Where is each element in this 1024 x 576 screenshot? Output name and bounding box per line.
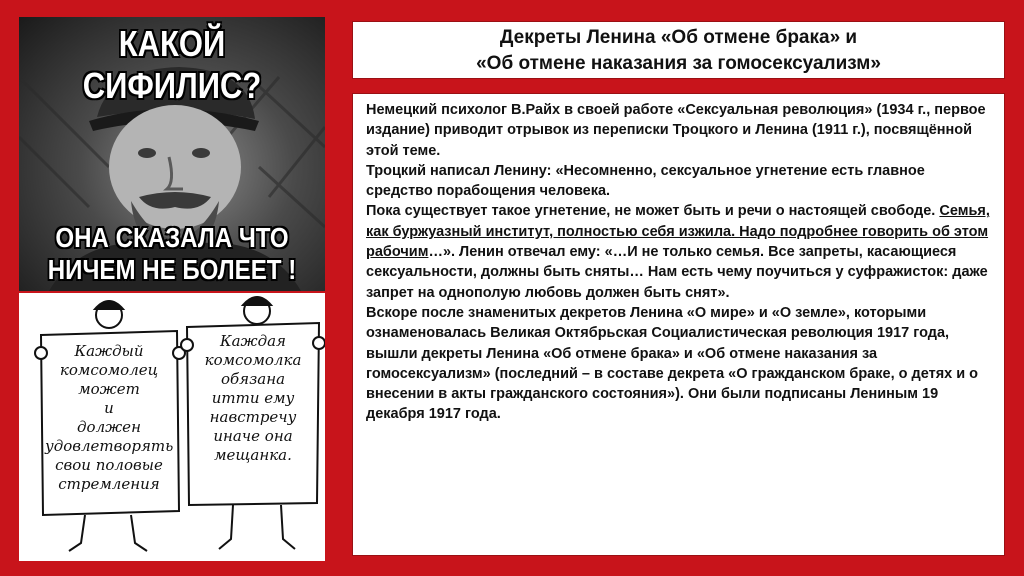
paragraph-reich: Немецкий психолог В.Райх в своей работе «Сексуальная революция» (1934 г., первое издание) приводит отрывок из переписки Троцкого и Ленина (1911 г.), посвящённой этой теме.: [366, 102, 986, 159]
paragraph-decrees: Вскоре после знаменитых декретов Ленина «О мире» и «О земле», которыми ознаменовалась Великая Октябрьская Социалистическая революция 1917 года, вышли декреты Ленина «Об отмене брака» и «Об отмене наказания за гомосексуализм» (последний – в составе декрета «О гражданском браке, о детях и о внесении в акты гражданского состояния»). Они были подписаны Лениным 19 декабря 1917 года.: [366, 304, 979, 423]
left-sign-text: Каждый комсомолец может и должен удовлетворять свои половые стремления: [45, 342, 174, 493]
body-text-box: [352, 93, 1005, 556]
correspondence-part-2: …». Ленин отвечал ему: «…И не только семья. Все запреты, касающиеся сексуальности, должны быть сняты… Нам есть чему поучиться у суфражисток: даже запрет на однополую любовь должен быть снят».: [366, 244, 988, 301]
correspondence-part-1: Пока существует такое угнетение, не может быть и речи о настоящей свободе.: [366, 203, 940, 220]
meme-bottom-text: [40, 222, 303, 286]
right-sign-text: Каждая комсомолка обязана итти ему навстречу иначе она мещанка.: [204, 332, 302, 464]
meme-bottom-line-2: НИЧЕМ НЕ БОЛЕЕТ !: [47, 254, 297, 285]
slide-title: [352, 21, 1005, 79]
title-line-2: «Об отмене наказания за гомосексуализм»: [476, 53, 881, 74]
meme-top-text: КАКОЙ СИФИЛИС?: [82, 23, 262, 106]
meme-bottom-line-1: ОНА СКАЗАЛА ЧТО: [55, 222, 289, 253]
title-line-1: Декреты Ленина «Об отмене брака» и: [499, 27, 858, 48]
paragraph-correspondence: [366, 201, 994, 302]
correspondence-underlined: Семья, как буржуазный институт, полностью себя изжила. Надо подробнее говорить об этом рабочим: [366, 203, 990, 261]
paragraph-trotsky: Троцкий написал Ленину: «Несомненно, сексуальное угнетение есть главное средство порабощения человека.: [366, 162, 925, 200]
meme-photo: [19, 17, 325, 291]
komsomol-poster: [19, 293, 325, 561]
